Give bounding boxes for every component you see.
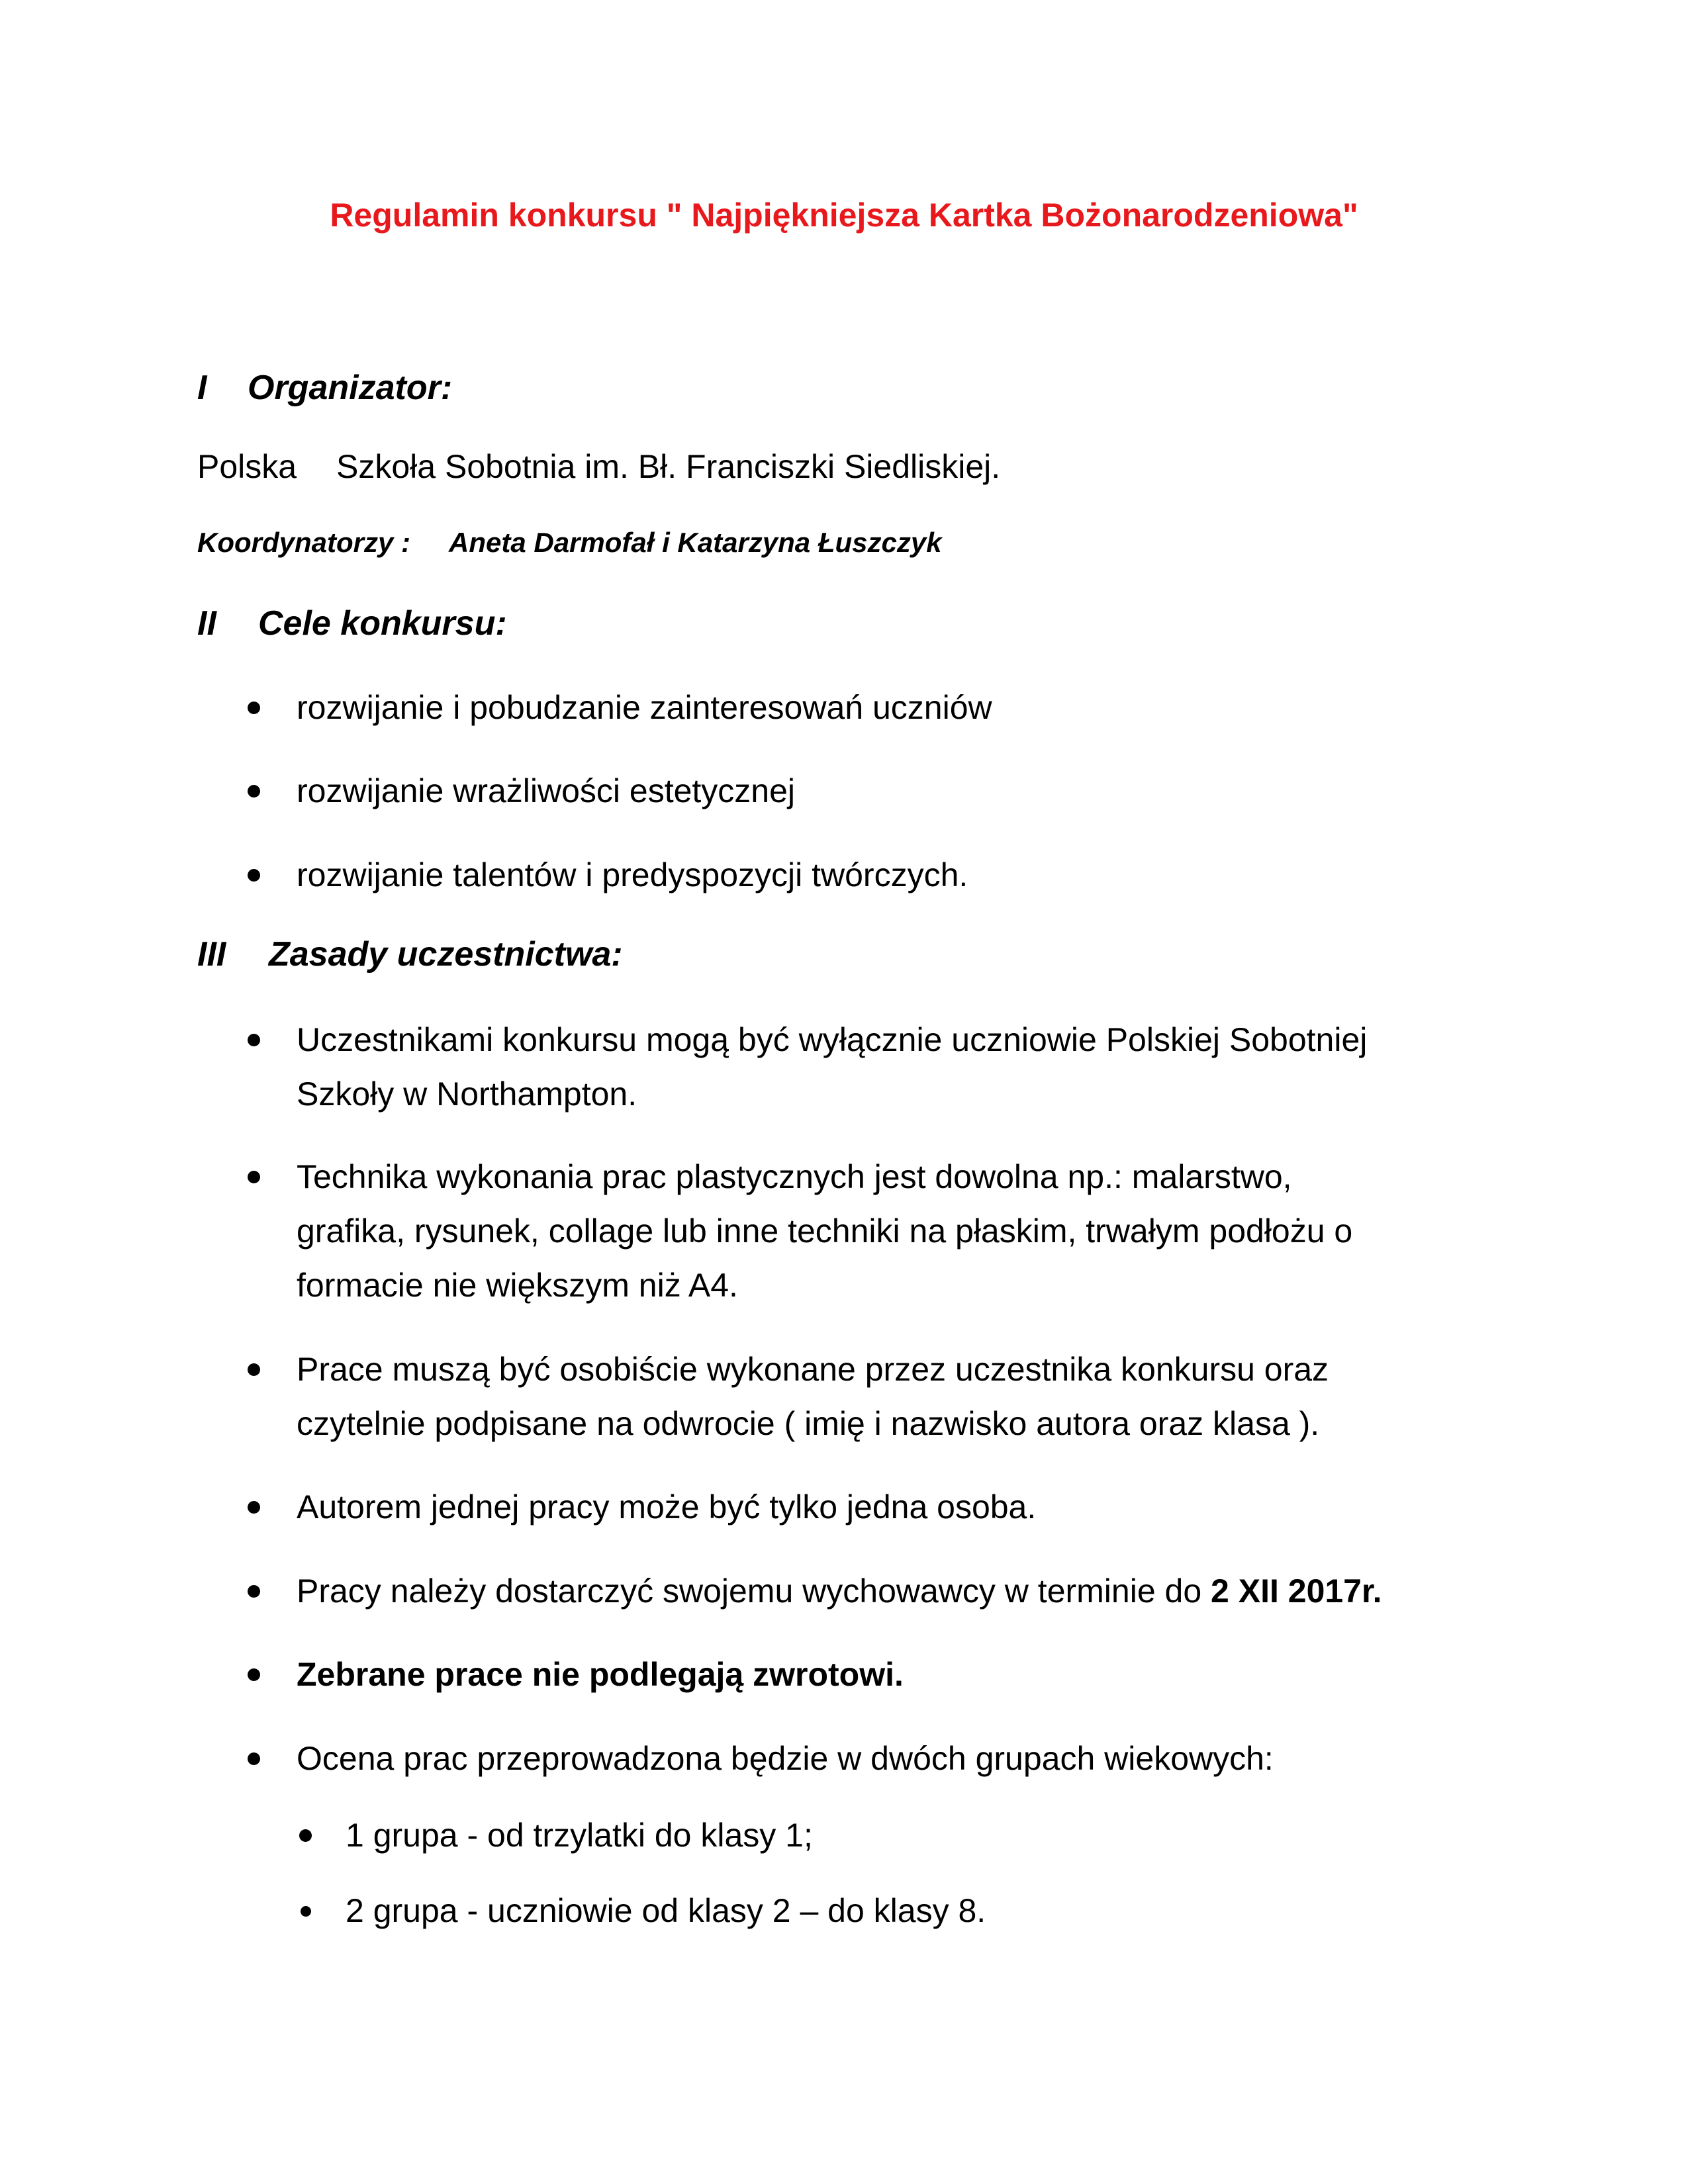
- bullet-icon: [248, 1585, 260, 1598]
- goal-item: rozwijanie talentów i predyspozycji twórczych.: [297, 856, 968, 893]
- section-number: III: [197, 935, 226, 974]
- rule-item: [297, 1342, 1329, 1451]
- section-title: Organizator:: [248, 369, 453, 407]
- bullet-icon: [248, 1752, 260, 1765]
- rule-item-bold: Zebrane prace nie podlegają zwrotowi.: [297, 1656, 904, 1693]
- rule-line: grafika, rysunek, collage lub inne techniki na płaskim, trwałym podłożu o: [297, 1212, 1353, 1250]
- deadline-text: Pracy należy dostarczyć swojemu wychowawcy w terminie do: [297, 1572, 1211, 1610]
- section-number: I: [197, 369, 207, 407]
- section-title: Cele konkursu:: [258, 604, 507, 643]
- goal-item: rozwijanie wrażliwości estetycznej: [297, 772, 796, 809]
- bullet-icon: [248, 702, 260, 714]
- bullet-icon: [301, 1906, 311, 1917]
- rule-line: Prace muszą być osobiście wykonane przez uczestnika konkursu oraz: [297, 1351, 1329, 1388]
- goal-item: rozwijanie i pobudzanie zainteresowań uczniów: [297, 689, 992, 726]
- rule-item: [297, 1013, 1367, 1121]
- rule-item: [297, 1564, 1382, 1618]
- section-1-heading: [197, 368, 727, 414]
- rule-line: czytelnie podpisane na odwrocie ( imię i nazwisko autora oraz klasa ).: [297, 1405, 1320, 1442]
- rule-line: Szkoły w Northampton.: [297, 1075, 637, 1113]
- coordinators-names: Aneta Darmofał i Katarzyna Łuszczyk: [449, 527, 942, 558]
- organizer-word: Polska: [197, 448, 297, 485]
- bullet-icon: [248, 785, 260, 797]
- age-group-item: 2 grupa - uczniowie od klasy 2 – do klasy 8.: [346, 1892, 986, 1929]
- document-title: Regulamin konkursu " Najpiękniejsza Kartka Bożonarodzeniowa": [330, 197, 1358, 234]
- bullet-icon: [248, 1363, 260, 1376]
- age-group-item: 1 grupa - od trzylatki do klasy 1;: [346, 1817, 813, 1854]
- organizer-line: [197, 447, 297, 486]
- bullet-icon: [248, 869, 260, 882]
- rule-item: Ocena prac przeprowadzona będzie w dwóch grupach wiekowych:: [297, 1740, 1274, 1777]
- rule-line: formacie nie większym niż A4.: [297, 1267, 738, 1304]
- deadline-date: 2 XII 2017r.: [1211, 1572, 1382, 1610]
- section-3-heading: [197, 934, 793, 981]
- bullet-icon: [248, 1501, 260, 1514]
- section-number: II: [197, 604, 216, 643]
- rule-line: Technika wykonania prac plastycznych jest dowolna np.: malarstwo,: [297, 1158, 1292, 1195]
- coordinators-label: Koordynatorzy :: [197, 527, 411, 558]
- bullet-icon: [248, 1668, 260, 1681]
- section-2-heading: [197, 604, 727, 650]
- bullet-icon: [248, 1171, 260, 1183]
- rule-item: [297, 1150, 1352, 1312]
- rule-item: Autorem jednej pracy może być tylko jedna osoba.: [297, 1488, 1037, 1525]
- bullet-icon: [248, 1034, 260, 1046]
- rule-line: Uczestnikami konkursu mogą być wyłącznie uczniowie Polskiej Sobotniej: [297, 1021, 1368, 1058]
- organizer-name: Szkoła Sobotnia im. Bł. Franciszki Siedliskiej.: [336, 448, 1001, 485]
- section-title: Zasady uczestnictwa:: [269, 935, 623, 974]
- bullet-icon: [299, 1829, 312, 1842]
